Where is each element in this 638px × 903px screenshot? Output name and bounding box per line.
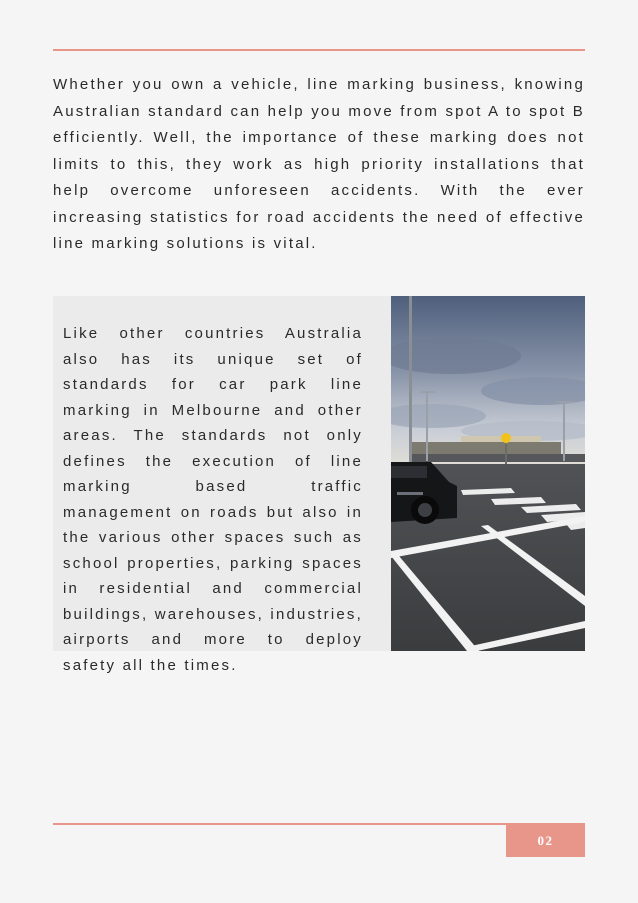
intro-paragraph: Whether you own a vehicle, line marking business, knowing Australian standard can help you move from spot A to spot B efficiently. Well, the importance of these marking does not limits to this, they work as high priority installations that help overcome unforeseen accidents. With the ever increasing statistics for road accidents the need of effective line marking solutions is vital.: [53, 76, 585, 252]
car-park-photo: [391, 296, 585, 651]
callout-box: [53, 296, 391, 674]
page-number-badge: 02: [506, 824, 585, 857]
top-divider: [53, 49, 585, 51]
callout-paragraph: Like other countries Australia also has its unique set of standards for car park line marking in Melbourne and other areas. The standards not only defines the execution of line marking based traffic management on roads but also in the various other spaces such as school properties, parking spaces in residential and commercial buildings, warehouses, industries, airports and more to deploy safety all the times.: [63, 325, 363, 674]
